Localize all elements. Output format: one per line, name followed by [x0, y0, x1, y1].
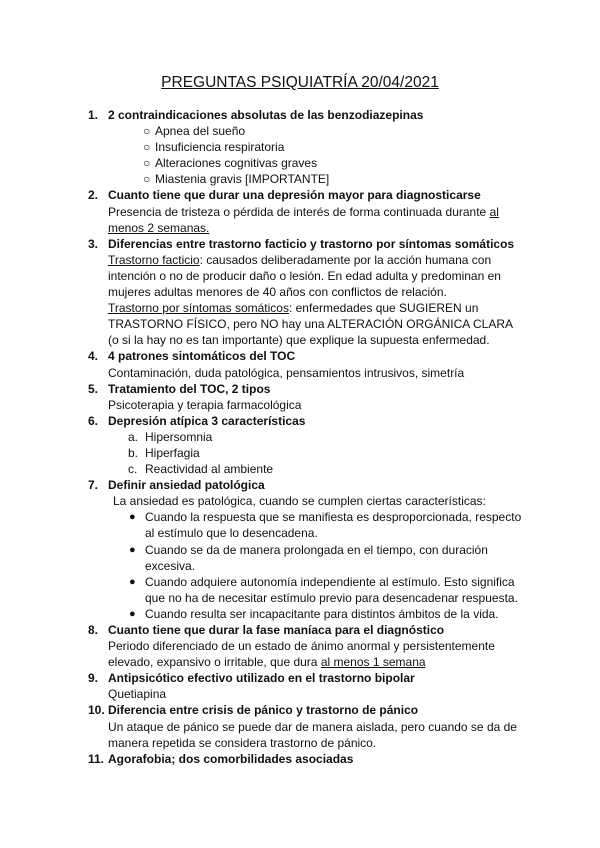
question-number: 2. — [88, 188, 99, 203]
answer-underlined: al — [489, 204, 499, 219]
circle-bullet-icon: ○ — [143, 156, 151, 171]
document-title: PREGUNTAS PSIQUIATRÍA 20/04/2021 — [161, 74, 439, 91]
answer-line — [0, 284, 600, 300]
circle-bullet-icon: ○ — [143, 140, 151, 155]
list-item-continuation — [0, 558, 600, 574]
list-item-text: Hipersomnia — [145, 429, 213, 444]
question-list — [0, 107, 600, 767]
answer-text: (o si la hay no es tan importante) que explique la supuesta enfermedad. — [108, 333, 490, 348]
list-item-text: que no ha de necesitar estímulo previo para desencadenar respuesta. — [145, 590, 518, 605]
question-number: 8. — [88, 623, 99, 637]
list-item-text: Cuando se da de manera prolongada en el tiempo, con duración — [145, 542, 488, 557]
list-item-text: Hiperfagia — [145, 445, 200, 460]
question-number: 9. — [88, 671, 99, 686]
question-text: Diferencias entre trastorno facticio y trastorno por síntomas somáticos — [108, 236, 515, 251]
answer-text: Psicoterapia y terapia farmacológica — [108, 397, 302, 412]
term-facticio: Trastorno facticio — [108, 252, 200, 267]
question-number: 4. — [88, 349, 99, 364]
bullet-icon: ● — [129, 607, 136, 620]
answer-line — [0, 316, 600, 332]
question-number: 1. — [88, 108, 99, 122]
question-5 — [0, 381, 600, 397]
list-marker: a. — [128, 429, 139, 444]
answer-underlined: menos 2 semanas. — [108, 220, 210, 235]
answer-line — [0, 654, 600, 670]
list-item-text: Miastenia gravis [IMPORTANTE] — [155, 172, 330, 187]
list-item-text: excesiva. — [145, 558, 196, 573]
question-text: Antipsicótico efectivo utilizado en el trastorno bipolar — [108, 671, 415, 686]
question-text: 4 patrones sintomáticos del TOC — [108, 349, 296, 364]
list-item-text: Apnea del sueño — [155, 124, 246, 139]
list-item-text: Cuando la respuesta que se manifiesta es desproporcionada, respecto — [145, 510, 522, 525]
question-4 — [0, 348, 600, 364]
answer-line — [0, 332, 600, 348]
answer-line — [0, 220, 600, 236]
answer-text — [108, 654, 426, 670]
question-11 — [0, 751, 600, 767]
question-text: Diferencia entre crisis de pánico y trastorno de pánico — [108, 703, 419, 718]
circle-bullet-icon: ○ — [143, 172, 151, 187]
question-number: 11. — [88, 751, 105, 766]
question-6 — [0, 413, 600, 429]
question-number: 6. — [88, 413, 99, 428]
question-text: Cuanto tiene que durar la fase maníaca para el diagnóstico — [108, 623, 445, 637]
answer-text — [108, 204, 499, 220]
question-text: Agorafobia; dos comorbilidades asociadas — [108, 751, 354, 766]
answer-line — [0, 365, 600, 381]
list-item-text: Cuando resulta ser incapacitante para distintos ámbitos de la vida. — [145, 606, 499, 621]
answer-text — [108, 252, 491, 268]
answer-line — [0, 397, 600, 413]
circle-bullet-icon: ○ — [143, 124, 151, 139]
list-item — [0, 574, 600, 590]
question-text: Depresión atípica 3 características — [108, 413, 306, 428]
answer-line — [0, 638, 600, 654]
answer-text: mujeres adultas menores de 40 años con conflictos de relación. — [108, 285, 447, 300]
list-marker: b. — [128, 445, 139, 460]
list-item-text: Cuando adquiere autonomía independiente al estímulo. Esto significa — [145, 574, 515, 589]
answer-segment: : causados deliberadamente por la acción humana con — [199, 252, 492, 267]
list-item-continuation — [0, 590, 600, 606]
question-text: Definir ansiedad patológica — [108, 478, 265, 493]
term-somaticos: Trastorno por síntomas somáticos — [108, 301, 289, 316]
question-7 — [0, 477, 600, 493]
list-item — [0, 155, 600, 171]
answer-segment: : enfermedades que SUGIEREN un — [288, 301, 479, 316]
answer-line — [0, 493, 600, 509]
question-number: 5. — [88, 381, 99, 396]
list-item — [0, 509, 600, 525]
question-number: 7. — [88, 478, 99, 493]
list-item — [0, 139, 600, 155]
bullet-icon: ● — [129, 543, 136, 556]
answer-line — [0, 735, 600, 751]
answer-underlined: al menos 1 semana — [320, 655, 426, 670]
bullet-icon: ● — [129, 575, 136, 588]
question-10 — [0, 702, 600, 718]
question-9 — [0, 670, 600, 686]
question-2 — [0, 187, 600, 203]
list-item — [0, 461, 600, 477]
answer-text — [108, 300, 478, 316]
answer-line — [0, 686, 600, 702]
answer-text: La ansiedad es patológica, cuando se cumplen ciertas características: — [113, 494, 486, 509]
list-item-text: Insuficiencia respiratoria — [155, 140, 285, 155]
list-item — [0, 429, 600, 445]
question-3 — [0, 236, 600, 252]
list-item-text: Reactividad al ambiente — [145, 462, 274, 477]
question-number: 3. — [88, 236, 99, 251]
list-item — [0, 445, 600, 461]
answer-line — [0, 300, 600, 316]
list-item-text: Alteraciones cognitivas graves — [155, 156, 318, 171]
answer-text: intención o no de producir daño o lesión. En edad adulta y predominan en — [108, 268, 501, 283]
question-text: Tratamiento del TOC, 2 tipos — [108, 381, 271, 396]
list-item — [0, 606, 600, 622]
answer-text: Un ataque de pánico se puede dar de manera aislada, pero cuando se da de — [108, 719, 517, 734]
answer-line — [0, 268, 600, 284]
list-item-continuation — [0, 525, 600, 541]
answer-text: TRASTORNO FÍSICO, pero NO hay una ALTERACIÓN ORGÁNICA CLARA — [108, 317, 513, 332]
question-text: 2 contraindicaciones absolutas de las benzodiazepinas — [108, 108, 424, 122]
answer-segment: Presencia de tristeza o pérdida de interés de forma continuada durante — [108, 204, 490, 219]
list-item-text: al estímulo que lo desencadena. — [145, 526, 318, 541]
list-marker: c. — [128, 462, 138, 477]
answer-line — [0, 252, 600, 268]
answer-segment: elevado, expansivo o irritable, que dura — [108, 655, 321, 670]
answer-line — [0, 204, 600, 220]
question-text: Cuanto tiene que durar una depresión mayor para diagnosticarse — [108, 188, 481, 203]
answer-text: Periodo diferenciado de un estado de ánimo anormal y persistentemente — [108, 639, 495, 654]
answer-line — [0, 719, 600, 735]
list-item — [0, 123, 600, 139]
question-1 — [0, 107, 600, 123]
list-item — [0, 171, 600, 187]
answer-text: manera repetida se considera trastorno de pánico. — [108, 735, 377, 750]
answer-text: Quetiapina — [108, 687, 167, 702]
question-number: 10. — [88, 703, 105, 718]
question-8 — [0, 622, 600, 638]
answer-text: Contaminación, duda patológica, pensamientos intrusivos, simetría — [108, 365, 465, 380]
bullet-icon: ● — [129, 511, 136, 524]
list-item — [0, 542, 600, 558]
